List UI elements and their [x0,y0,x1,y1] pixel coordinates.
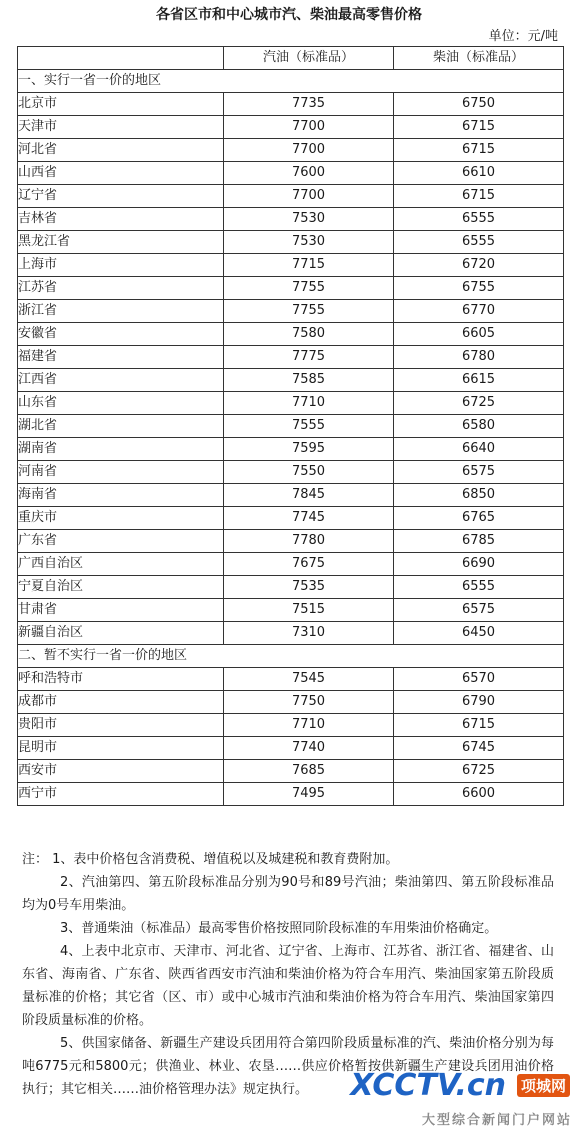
diesel-price-cell: 6605 [394,323,564,346]
table-header-row [18,47,564,70]
region-cell: 重庆市 [18,507,224,530]
table-row [18,576,564,599]
table-row [18,530,564,553]
watermark-logo: XCCTV.cn [350,1068,506,1103]
gasoline-price-cell: 7530 [224,208,394,231]
gasoline-price-cell: 7700 [224,139,394,162]
table-row [18,415,564,438]
diesel-price-cell: 6745 [394,737,564,760]
region-cell: 吉林省 [18,208,224,231]
table-row [18,599,564,622]
header-region [18,47,224,70]
watermark [350,1064,572,1128]
gasoline-price-cell: 7555 [224,415,394,438]
unit-label: 单位：元/吨 [488,29,558,44]
diesel-price-cell: 6715 [394,714,564,737]
table-row [18,185,564,208]
diesel-price-cell: 6725 [394,760,564,783]
gasoline-price-cell: 7740 [224,737,394,760]
region-cell: 湖南省 [18,438,224,461]
diesel-price-cell: 6570 [394,668,564,691]
table-row [18,760,564,783]
table-row [18,116,564,139]
region-cell: 河北省 [18,139,224,162]
table-row [18,254,564,277]
region-cell: 江苏省 [18,277,224,300]
gasoline-price-cell: 7775 [224,346,394,369]
region-cell: 天津市 [18,116,224,139]
gasoline-price-cell: 7735 [224,93,394,116]
diesel-price-cell: 6555 [394,231,564,254]
table-row [18,231,564,254]
gasoline-price-cell: 7685 [224,760,394,783]
diesel-price-cell: 6790 [394,691,564,714]
region-cell: 上海市 [18,254,224,277]
diesel-price-cell: 6850 [394,484,564,507]
gasoline-price-cell: 7515 [224,599,394,622]
gasoline-price-cell: 7530 [224,231,394,254]
region-cell: 江西省 [18,369,224,392]
region-cell: 湖北省 [18,415,224,438]
watermark-slogan: 大型综合新闻门户网站 [421,1113,572,1128]
diesel-price-cell: 6780 [394,346,564,369]
note-2: 2、汽油第四、第五阶段标准品分别为90号和89号汽油；柴油第四、第五阶段标准品均为0号车用柴油。 [22,875,554,913]
header-diesel: 柴油（标准品） [394,47,564,70]
gasoline-price-cell: 7550 [224,461,394,484]
gasoline-price-cell: 7745 [224,507,394,530]
table-body [18,70,564,806]
section-row [18,645,564,668]
table-row [18,323,564,346]
table-row [18,691,564,714]
table-row [18,346,564,369]
diesel-price-cell: 6785 [394,530,564,553]
table-row [18,162,564,185]
gasoline-price-cell: 7495 [224,783,394,806]
watermark-site-name: 项城网 [517,1074,570,1097]
region-cell: 新疆自治区 [18,622,224,645]
table-row [18,737,564,760]
table-row [18,300,564,323]
table-row [18,507,564,530]
diesel-price-cell: 6690 [394,553,564,576]
region-cell: 广东省 [18,530,224,553]
region-cell: 福建省 [18,346,224,369]
section-label: 一、实行一省一价的地区 [18,70,564,93]
note-1: 注： 1、表中价格包含消费税、增值税以及城建税和教育费附加。 [22,852,399,867]
region-cell: 广西自治区 [18,553,224,576]
gasoline-price-cell: 7710 [224,714,394,737]
table-row [18,553,564,576]
gasoline-price-cell: 7585 [224,369,394,392]
region-cell: 安徽省 [18,323,224,346]
diesel-price-cell: 6615 [394,369,564,392]
region-cell: 山东省 [18,392,224,415]
diesel-price-cell: 6450 [394,622,564,645]
note-5: 5、供国家储备、新疆生产建设兵团用符合第四阶段质量标准的汽、柴油价格分别为每吨6775元和5800元；供渔业、林业、农垦……供应价格暂按供新疆生产建设兵团用油价格执行；其它相关……油价格管理办法》规定执行。 [22,1036,554,1097]
table-row [18,93,564,116]
gasoline-price-cell: 7535 [224,576,394,599]
page-title: 各省区市和中心城市汽、柴油最高零售价格 [156,7,422,23]
table-row [18,461,564,484]
region-cell: 黑龙江省 [18,231,224,254]
diesel-price-cell: 6575 [394,599,564,622]
region-cell: 贵阳市 [18,714,224,737]
table-row [18,208,564,231]
region-cell: 海南省 [18,484,224,507]
gasoline-price-cell: 7595 [224,438,394,461]
note-3: 3、普通柴油（标准品）最高零售价格按照同阶段标准的车用柴油价格确定。 [60,921,498,936]
table-row [18,714,564,737]
diesel-price-cell: 6720 [394,254,564,277]
table-row [18,369,564,392]
gasoline-price-cell: 7755 [224,300,394,323]
gasoline-price-cell: 7600 [224,162,394,185]
gasoline-price-cell: 7750 [224,691,394,714]
region-cell: 西安市 [18,760,224,783]
gasoline-price-cell: 7310 [224,622,394,645]
gasoline-price-cell: 7545 [224,668,394,691]
table-row [18,668,564,691]
diesel-price-cell: 6750 [394,93,564,116]
table-row [18,392,564,415]
table-row [18,484,564,507]
diesel-price-cell: 6755 [394,277,564,300]
diesel-price-cell: 6555 [394,576,564,599]
table-row [18,783,564,806]
diesel-price-cell: 6765 [394,507,564,530]
region-cell: 浙江省 [18,300,224,323]
diesel-price-cell: 6715 [394,116,564,139]
table-row [18,622,564,645]
diesel-price-cell: 6600 [394,783,564,806]
diesel-price-cell: 6580 [394,415,564,438]
diesel-price-cell: 6715 [394,185,564,208]
header-gasoline: 汽油（标准品） [224,47,394,70]
diesel-price-cell: 6575 [394,461,564,484]
gasoline-price-cell: 7845 [224,484,394,507]
diesel-price-cell: 6610 [394,162,564,185]
diesel-price-cell: 6555 [394,208,564,231]
gasoline-price-cell: 7715 [224,254,394,277]
region-cell: 呼和浩特市 [18,668,224,691]
gasoline-price-cell: 7580 [224,323,394,346]
note-4: 4、上表中北京市、天津市、河北省、辽宁省、上海市、江苏省、浙江省、福建省、山东省、海南省、广东省、陕西省西安市汽油和柴油价格为符合车用汽、柴油国家第五阶段质量标准的价格；其它省（区、市）或中心城市汽油和柴油价格为符合车用汽、柴油国家第四阶段质量标准的价格。 [22,944,554,1028]
table-row [18,139,564,162]
region-cell: 北京市 [18,93,224,116]
diesel-price-cell: 6640 [394,438,564,461]
diesel-price-cell: 6770 [394,300,564,323]
section-row [18,70,564,93]
region-cell: 成都市 [18,691,224,714]
gasoline-price-cell: 7780 [224,530,394,553]
price-table [17,46,564,806]
gasoline-price-cell: 7755 [224,277,394,300]
region-cell: 山西省 [18,162,224,185]
gasoline-price-cell: 7675 [224,553,394,576]
diesel-price-cell: 6715 [394,139,564,162]
region-cell: 宁夏自治区 [18,576,224,599]
region-cell: 西宁市 [18,783,224,806]
table-row [18,277,564,300]
gasoline-price-cell: 7700 [224,185,394,208]
gasoline-price-cell: 7710 [224,392,394,415]
gasoline-price-cell: 7700 [224,116,394,139]
diesel-price-cell: 6725 [394,392,564,415]
region-cell: 辽宁省 [18,185,224,208]
table-row [18,438,564,461]
section-label: 二、暂不实行一省一价的地区 [18,645,564,668]
region-cell: 甘肃省 [18,599,224,622]
region-cell: 河南省 [18,461,224,484]
region-cell: 昆明市 [18,737,224,760]
